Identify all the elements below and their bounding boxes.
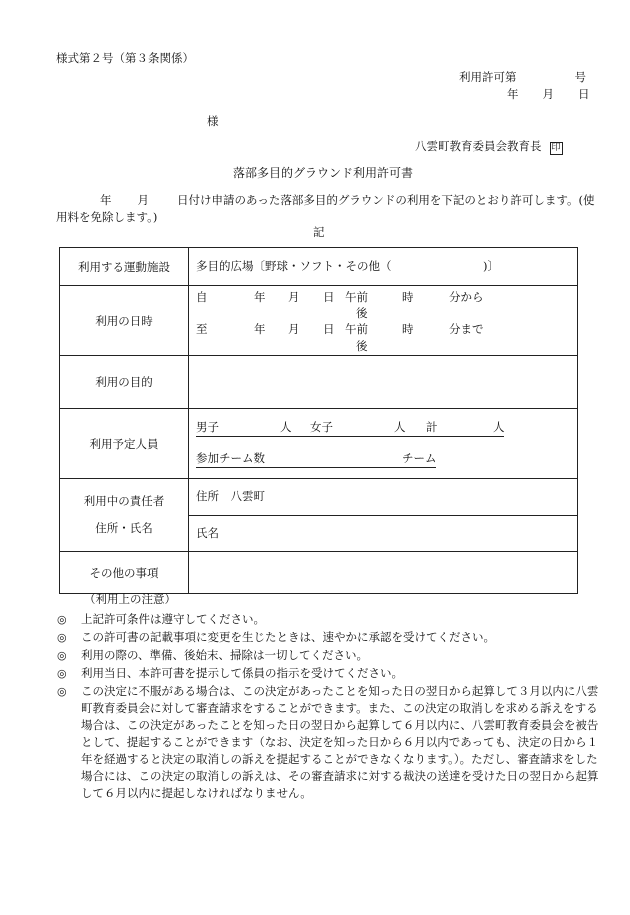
responsible-name-cell	[189, 516, 578, 552]
datetime-from-day: 日	[323, 290, 335, 304]
facility-cell	[189, 248, 578, 286]
application-table	[59, 247, 578, 594]
addressee-suffix: 様	[207, 114, 219, 128]
datetime-from-pm: 後	[356, 306, 368, 320]
people-total-unit: 人	[493, 420, 505, 434]
note-text: 利用の際の、準備、後始末、掃除は一切してください。	[81, 648, 369, 662]
datetime-from-year: 年	[254, 290, 266, 304]
issue-date	[507, 89, 590, 101]
facility-value: 多目的広場〔野球・ソフト・その他（	[196, 259, 392, 273]
other-label: その他の事項	[60, 552, 189, 594]
purpose-label: 利用の目的	[60, 356, 189, 409]
form-number: 様式第２号（第３条関係）	[56, 51, 194, 65]
note-item	[57, 665, 602, 682]
note-item	[57, 647, 602, 664]
teams-line	[196, 453, 436, 466]
note-item	[57, 629, 602, 646]
purpose-cell	[189, 356, 578, 409]
datetime-label: 利用の日時	[60, 286, 189, 356]
people-label: 利用予定人員	[60, 409, 189, 479]
datetime-from-hour: 時	[402, 290, 414, 304]
responsible-label-line2: 住所・氏名	[95, 520, 153, 535]
datetime-from-suffix: 分から	[449, 290, 484, 304]
intro-text: 日付け申請のあった落部多目的グラウンドの利用を下記のとおり許可します。(使用料を免除します。)	[56, 193, 595, 224]
people-male-unit: 人	[280, 420, 292, 434]
issue-date-day: 日	[578, 87, 590, 101]
note-text: 上記許可条件は遵守してください。	[81, 612, 265, 626]
note-mark: ◎	[57, 685, 67, 698]
permit-number-suffix: 号	[574, 70, 586, 84]
people-female: 女子	[310, 420, 333, 434]
datetime-to-suffix: 分まで	[449, 322, 484, 336]
datetime-to-hour: 時	[402, 322, 414, 336]
permit-number-line	[459, 72, 586, 84]
responsible-address-cell	[189, 479, 578, 516]
people-cell	[189, 409, 578, 479]
people-count-line	[196, 422, 504, 435]
datetime-to-pm: 後	[356, 339, 368, 353]
note-mark: ◎	[57, 631, 67, 644]
datetime-to: 至	[196, 322, 208, 336]
note-item	[57, 683, 602, 802]
notes-list	[57, 611, 602, 803]
datetime-from: 自	[196, 290, 208, 304]
responsible-label	[60, 479, 189, 552]
people-male: 男子	[196, 420, 219, 434]
facility-close: )〕	[483, 259, 499, 273]
intro-month: 月	[137, 193, 149, 207]
datetime-cell	[189, 286, 578, 356]
people-female-unit: 人	[394, 420, 406, 434]
other-cell	[189, 552, 578, 594]
note-text: この許可書の記載事項に変更を生じたときは、速やかに承認を受けてください。	[81, 630, 495, 644]
note-mark: ◎	[57, 613, 67, 626]
facility-label: 利用する運動施設	[60, 248, 189, 286]
datetime-from-am: 午前	[345, 290, 368, 304]
issuer-name: 八雲町教育委員会教育長	[415, 139, 542, 153]
teams-unit: チーム	[402, 451, 437, 465]
note-mark: ◎	[57, 649, 67, 662]
ki-heading: 記	[313, 225, 325, 239]
note-text: この決定に不服がある場合は、この決定があったことを知った日の翌日から起算して３月以内に八雲町教育委員会に対して審査請求をすることができます。また、この決定の取消しを求める訴えをする場合は、この決定があったことを知った日の翌日から起算して６月以内に、八雲町教育委員会を被告として、提起することができます（なお、決定を知った日から６月以内であっても、決定の日から１年を経過すると決定の取消しの訴えを提起することができなくなります。）。ただし、審査請求をした場合には、この決定の取消しの訴えは、その審査請求に対する裁決の送達を受けた日の翌日から起算して６月以内に提起しなければなりません。	[81, 684, 599, 800]
seal-mark: 印	[551, 143, 561, 153]
intro-paragraph	[56, 192, 596, 226]
note-mark: ◎	[57, 667, 67, 680]
people-total: 計	[426, 420, 438, 434]
intro-year: 年	[100, 193, 112, 207]
issue-date-year: 年	[507, 87, 519, 101]
responsible-name: 氏名	[196, 526, 219, 540]
document-title: 落部多目的グラウンド利用許可書	[233, 166, 414, 180]
issue-date-month: 月	[542, 87, 554, 101]
teams-label: 参加チーム数	[196, 451, 265, 465]
responsible-address: 住所 八雲町	[196, 489, 265, 503]
datetime-to-day: 日	[323, 322, 335, 336]
note-text: 利用当日、本許可書を提示して係員の指示を受けてください。	[81, 666, 403, 680]
responsible-label-line1: 利用中の責任者	[83, 494, 165, 508]
datetime-to-month: 月	[288, 322, 300, 336]
note-item	[57, 611, 602, 628]
issuer	[415, 141, 563, 155]
permit-number-label: 利用許可第	[459, 70, 517, 84]
datetime-from-month: 月	[288, 290, 300, 304]
datetime-to-am: 午前	[345, 322, 368, 336]
datetime-to-year: 年	[254, 322, 266, 336]
notes-heading: （利用上の注意）	[84, 592, 176, 606]
